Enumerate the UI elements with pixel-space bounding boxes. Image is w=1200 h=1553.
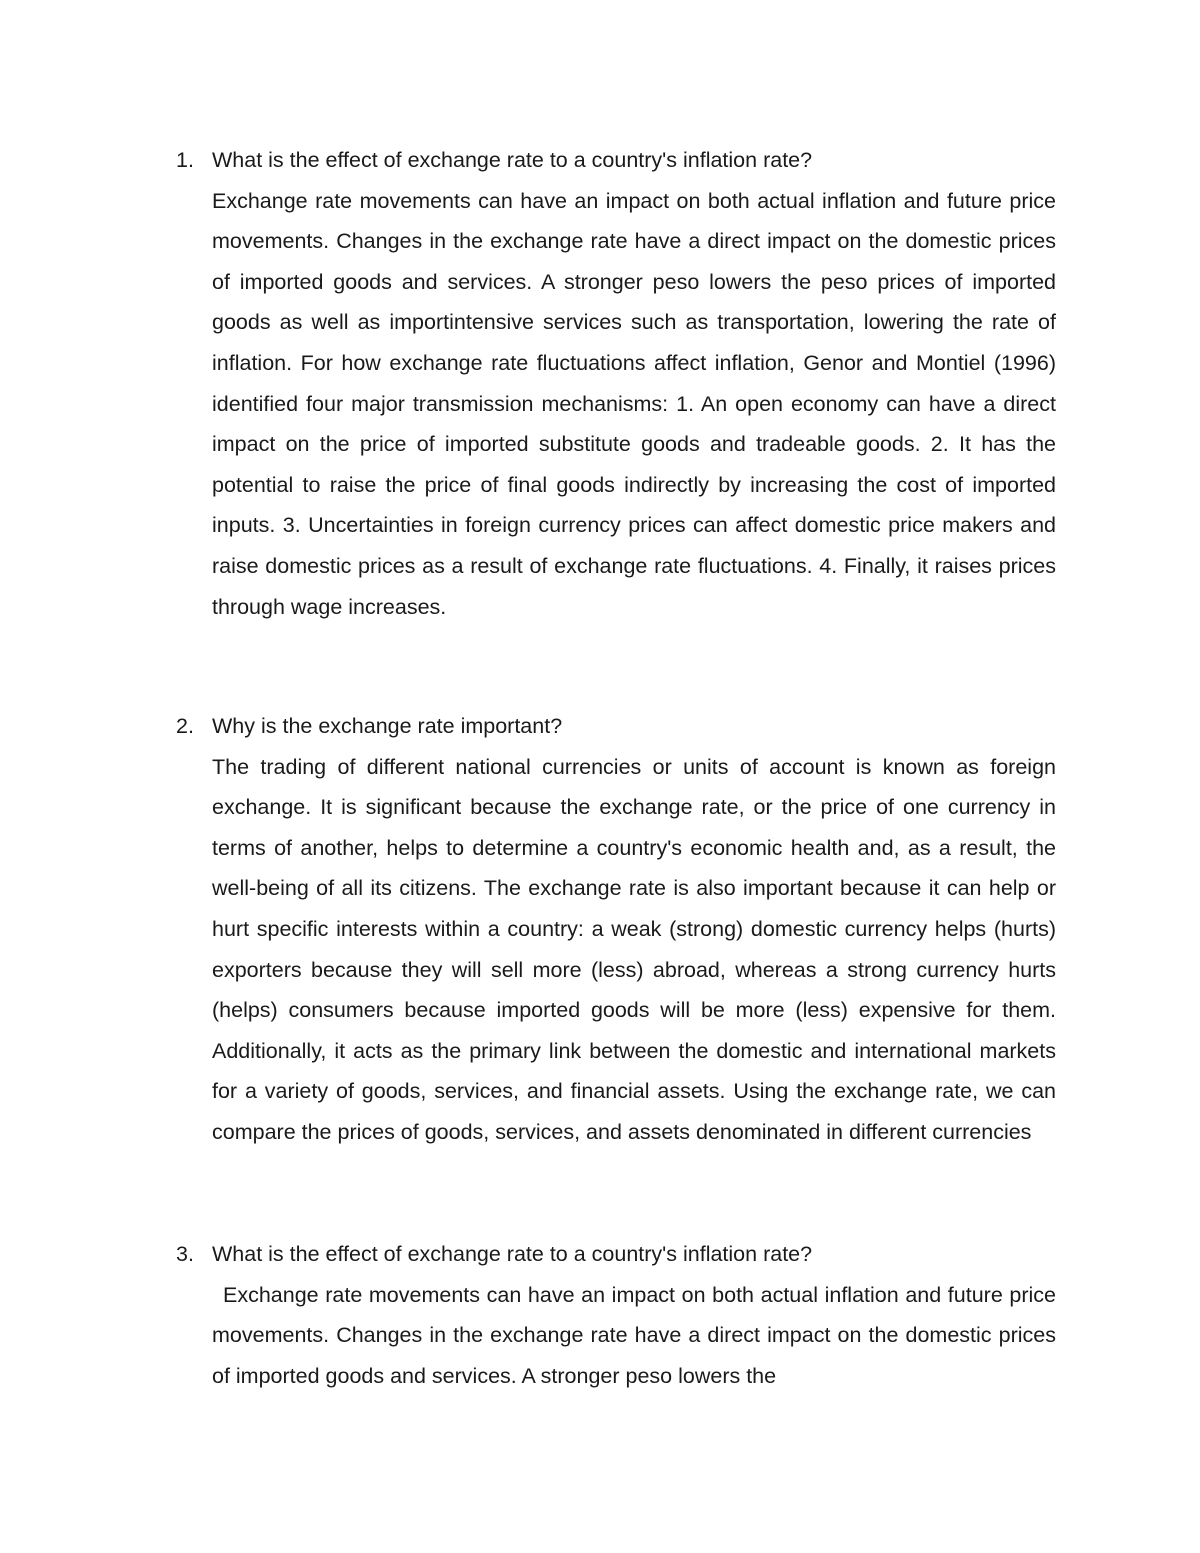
question-2 (170, 706, 1060, 747)
qa-item-3 (170, 1234, 1060, 1396)
question-3 (170, 1234, 1060, 1275)
question-text: What is the effect of exchange rate to a country's inflation rate? (212, 1242, 813, 1266)
answer-2: The trading of different national currencies or units of account is known as foreign exchange. It is significant because the exchange rate, or the price of one currency in terms of another, helps to determine a country's economic health and, as a result, the well-being of all its citizens. The exchange rate is also important because it can help or hurt specific interests within a country: a weak (strong) domestic currency helps (hurts) exporters because they will sell more (less) abroad, whereas a strong currency hurts (helps) consumers because imported goods will be more (less) expensive for them. Additionally, it acts as the primary link between the domestic and international markets for a variety of goods, services, and financial assets. Using the exchange rate, we can compare the prices of goods, services, and assets denominated in different currencies (212, 754, 1056, 1144)
question-number: 1. (176, 148, 194, 172)
question-1 (170, 140, 1060, 181)
qa-item-2 (170, 706, 1060, 1153)
qa-item-1 (170, 140, 1060, 627)
question-text: What is the effect of exchange rate to a country's inflation rate? (212, 148, 813, 172)
answer-3: Exchange rate movements can have an impact on both actual inflation and future price movements. Changes in the exchange rate have a direct impact on the domestic prices of imported goods and services. A stronger peso lowers the (212, 1282, 1056, 1388)
question-number: 2. (176, 714, 194, 738)
answer-1: Exchange rate movements can have an impact on both actual inflation and future price movements. Changes in the exchange rate have a direct impact on the domestic prices of imported goods and services. A stronger peso lowers the peso prices of imported goods as well as importintensive services such as transportation, lowering the rate of inflation. For how exchange rate fluctuations affect inflation, Genor and Montiel (1996) identified four major transmission mechanisms: 1. An open economy can have a direct impact on the price of imported substitute goods and tradeable goods. 2. It has the potential to raise the price of final goods indirectly by increasing the cost of imported inputs. 3. Uncertainties in foreign currency prices can affect domestic price makers and raise domestic prices as a result of exchange rate fluctuations. 4. Finally, it raises prices through wage increases. (212, 188, 1056, 619)
question-text: Why is the exchange rate important? (212, 714, 563, 738)
question-number: 3. (176, 1242, 194, 1266)
